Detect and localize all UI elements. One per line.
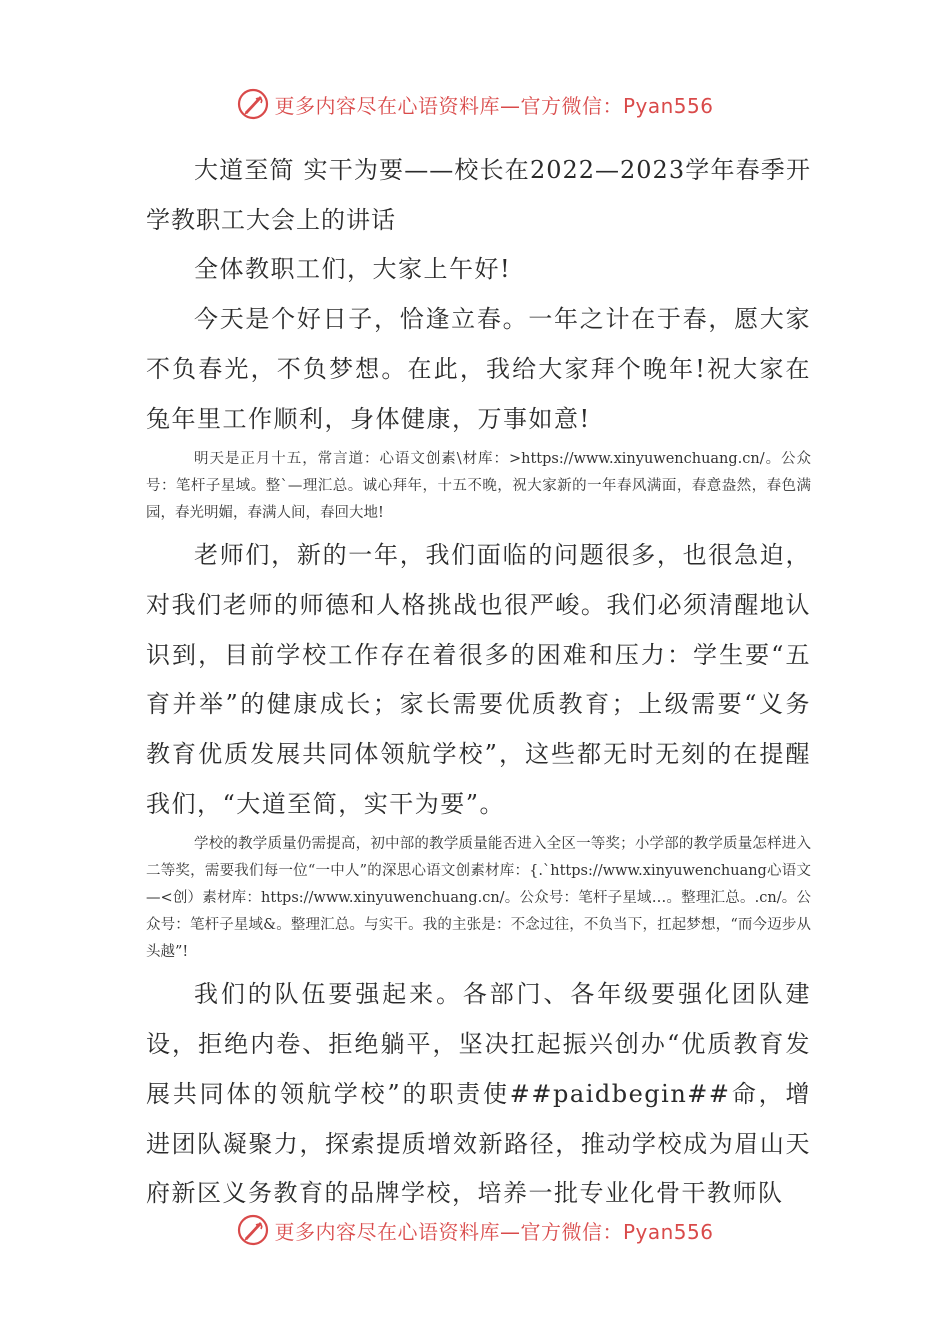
quill-logo-icon [236,1213,270,1247]
paragraph-2: 老师们，新的一年，我们面临的问题很多，也很急迫，对我们老师的师德和人格挑战也很严峻。我们必须清醒地认识到，目前学校工作存在着很多的困难和压力：学生要“五育并举”的健康成长；家长需要优质教育；上级需要“义务教育优质发展共同体领航学校”，这些都无时无刻的在提醒我们，“大道至简，实干为要”。 [146,541,811,818]
note-2: 学校的教学质量仍需提高，初中部的教学质量能否进入全区一等奖；小学部的教学质量怎样进入二等奖，需要我们每一位“一中人”的深思心语文创素材库：{.`https://www.xinyuwenchuang心语文—<创）素材库：https://www.xinyuwenchuang.cn/。公众号：笔杆子星域…。整理汇总。.cn/。公众号：笔杆子星域&。整理汇总。与实干。我的主张是：不念过往，不负当下，扛起梦想，“而今迈步从头越”! [146,836,811,961]
footer-banner [0,1210,950,1250]
banner-text: 更多内容尽在心语资料库—官方微信：Pyan556 [274,93,714,118]
document-body [146,146,811,1219]
header-banner [0,84,950,124]
paragraph-3: 我们的队伍要强起来。各部门、各年级要强化团队建设，拒绝内卷、拒绝躺平，坚决扛起振兴创办“优质教育发展共同体的领航学校”的职责使##paidbegin##命，增进团队凝聚力，探索提质增效新路径，推动学校成为眉山天府新区义务教育的品牌学校，培养一批专业化骨干教师队 [146,980,811,1208]
banner-text: 更多内容尽在心语资料库—官方微信：Pyan556 [274,1219,714,1244]
paragraph-1: 今天是个好日子，恰逢立春。一年之计在于春，愿大家不负春光，不负梦想。在此，我给大家拜个晚年!祝大家在兔年里工作顺利，身体健康，万事如意! [146,305,811,433]
greeting: 全体教职工们，大家上午好! [194,255,512,284]
note-1: 明天是正月十五，常言道：心语文创素\材库：>https://www.xinyuwenchuang.cn/。公众号：笔杆子星域。整`—理汇总。诚心拜年，十五不晚，祝大家新的一年春风满面，春意盎然，春色满园，春光明媚，春满人间，春回大地! [146,451,811,522]
quill-logo-icon [236,87,270,121]
document-title: 大道至简 实干为要——校长在2022—2023学年春季开学教职工大会上的讲话 [146,156,811,234]
